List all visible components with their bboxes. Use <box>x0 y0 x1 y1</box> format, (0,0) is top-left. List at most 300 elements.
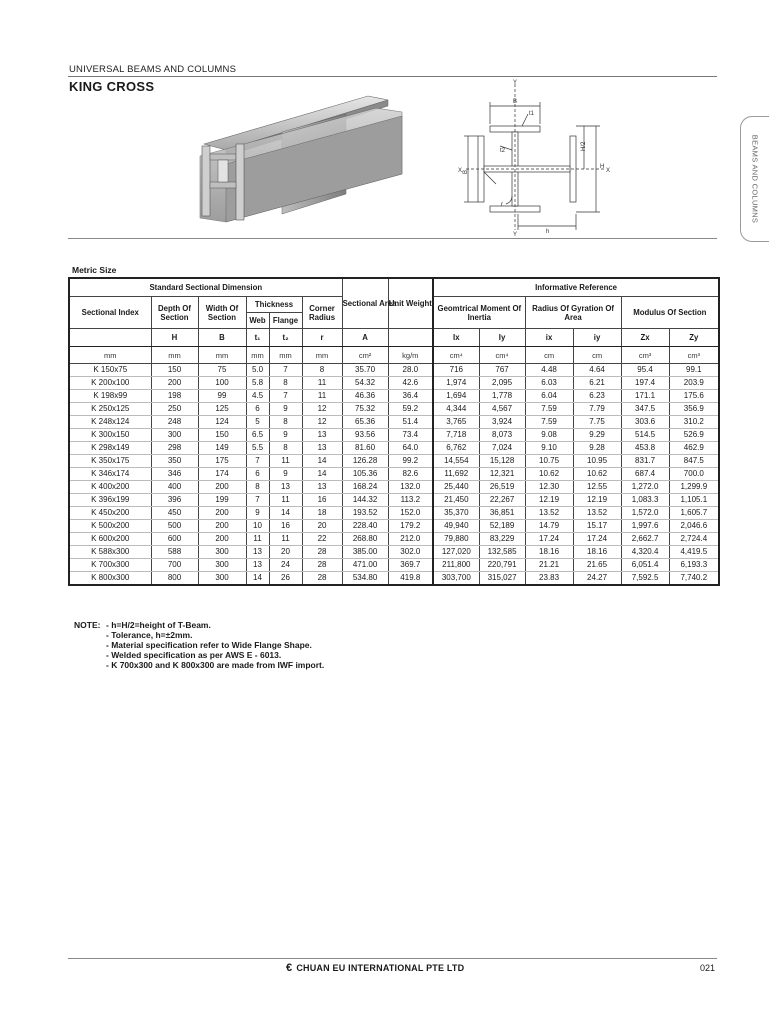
table-cell: 8 <box>302 364 342 377</box>
note-item: - Welded specification as per AWS E - 6013. <box>106 650 282 660</box>
table-cell: 300 <box>198 559 246 572</box>
table-cell: 4,419.5 <box>669 546 719 559</box>
section-index-cell: K 450x200 <box>69 507 151 520</box>
table-cell: 203.9 <box>669 377 719 390</box>
group-informative-header: Informative Reference <box>433 278 719 297</box>
unit-cell: cm <box>573 347 621 364</box>
table-cell: 1,605.7 <box>669 507 719 520</box>
table-cell: 700 <box>151 559 198 572</box>
table-cell: 13 <box>302 442 342 455</box>
table-cell: 12 <box>302 416 342 429</box>
table-cell: 2,046.6 <box>669 520 719 533</box>
table-cell: 99.1 <box>669 364 719 377</box>
table-cell: 250 <box>151 403 198 416</box>
table-cell: 9 <box>269 468 302 481</box>
cross-section-diagram <box>456 80 622 236</box>
table-cell: 175.6 <box>669 390 719 403</box>
table-cell: 248 <box>151 416 198 429</box>
table-cell: 7 <box>269 390 302 403</box>
table-row <box>69 520 719 533</box>
table-cell: 198 <box>151 390 198 403</box>
table-cell: 10.62 <box>525 468 573 481</box>
table-cell: 10.75 <box>525 455 573 468</box>
table-cell: 7.59 <box>525 403 573 416</box>
symbol-B: B <box>198 329 246 347</box>
table-cell: 8,073 <box>479 429 525 442</box>
table-cell: 12.19 <box>525 494 573 507</box>
section-index-cell: K 700x300 <box>69 559 151 572</box>
table-cell: 6,193.3 <box>669 559 719 572</box>
section-index-cell: K 588x300 <box>69 546 151 559</box>
table-cell: 79,880 <box>433 533 479 546</box>
symbol-t2: t₂ <box>269 329 302 347</box>
table-cell: 9.29 <box>573 429 621 442</box>
table-cell: 168.24 <box>342 481 388 494</box>
dim-b-top-label: B <box>513 99 518 105</box>
table-cell: 300 <box>198 546 246 559</box>
unit-cell: mm <box>151 347 198 364</box>
table-cell: 13.52 <box>525 507 573 520</box>
table-cell: 315,027 <box>479 572 525 586</box>
table-cell: 73.4 <box>388 429 433 442</box>
table-cell: 200 <box>198 520 246 533</box>
table-cell: 16 <box>269 520 302 533</box>
table-cell: 59.2 <box>388 403 433 416</box>
table-cell: 22 <box>302 533 342 546</box>
table-cell: 15,128 <box>479 455 525 468</box>
x-axis-right-label: X <box>606 168 611 174</box>
table-row <box>69 559 719 572</box>
table-cell: 6,762 <box>433 442 479 455</box>
series-title: UNIVERSAL BEAMS AND COLUMNS <box>69 64 237 75</box>
symbol-A: A <box>342 329 388 347</box>
table-cell: 6 <box>246 468 269 481</box>
header-width: Width Of Section <box>198 297 246 329</box>
table-cell: 1,694 <box>433 390 479 403</box>
table-cell: 28 <box>302 559 342 572</box>
table-cell: 10.95 <box>573 455 621 468</box>
table-cell: 5.8 <box>246 377 269 390</box>
symbol-index-blank <box>69 329 151 347</box>
table-cell: 35.70 <box>342 364 388 377</box>
dim-h-half-label: H/2 <box>581 141 587 151</box>
table-cell: 2,095 <box>479 377 525 390</box>
table-cell: 5.5 <box>246 442 269 455</box>
table-cell: 199 <box>198 494 246 507</box>
table-cell: 20 <box>302 520 342 533</box>
table-cell: 8 <box>246 481 269 494</box>
table-cell: 514.5 <box>621 429 669 442</box>
symbol-r: r <box>302 329 342 347</box>
table-cell: 14 <box>246 572 269 586</box>
header-inertia: Geomtrical Moment Of Inertia <box>433 297 525 329</box>
table-cell: 11 <box>269 494 302 507</box>
table-cell: 11,692 <box>433 468 479 481</box>
table-cell: 13 <box>302 481 342 494</box>
table-cell: 200 <box>198 481 246 494</box>
table-cell: 150 <box>151 364 198 377</box>
table-row <box>69 572 719 586</box>
header-area: Sectional Area <box>342 278 388 329</box>
table-cell: 9 <box>269 429 302 442</box>
table-row <box>69 377 719 390</box>
dim-h-label: H <box>600 164 605 170</box>
table-cell: 179.2 <box>388 520 433 533</box>
table-row <box>69 494 719 507</box>
table-cell: 7,024 <box>479 442 525 455</box>
table-cell: 11 <box>269 455 302 468</box>
table-cell: 21.65 <box>573 559 621 572</box>
section-divider <box>68 238 717 239</box>
table-cell: 26,519 <box>479 481 525 494</box>
unit-cell: mm <box>246 347 269 364</box>
table-cell: 212.0 <box>388 533 433 546</box>
table-cell: 51.4 <box>388 416 433 429</box>
table-cell: 150 <box>198 429 246 442</box>
table-cell: 200 <box>151 377 198 390</box>
section-index-cell: K 198x99 <box>69 390 151 403</box>
table-cell: 13 <box>246 559 269 572</box>
table-cell: 23.83 <box>525 572 573 586</box>
table-cell: 847.5 <box>669 455 719 468</box>
header-thickness: Thickness <box>246 297 302 313</box>
table-cell: 65.36 <box>342 416 388 429</box>
table-cell: 9.28 <box>573 442 621 455</box>
table-cell: 18.16 <box>573 546 621 559</box>
table-cell: 6.04 <box>525 390 573 403</box>
x-axis-left-label: X <box>458 168 463 174</box>
table-cell: 93.56 <box>342 429 388 442</box>
table-cell: 36,851 <box>479 507 525 520</box>
table-cell: 4.64 <box>573 364 621 377</box>
notes-list <box>106 620 506 670</box>
table-cell: 2,724.4 <box>669 533 719 546</box>
table-cell: 21.21 <box>525 559 573 572</box>
table-cell: 13.52 <box>573 507 621 520</box>
section-index-cell: K 396x199 <box>69 494 151 507</box>
table-cell: 75.32 <box>342 403 388 416</box>
table-cell: 11 <box>302 390 342 403</box>
table-cell: 220,791 <box>479 559 525 572</box>
table-cell: 4,320.4 <box>621 546 669 559</box>
table-cell: 687.4 <box>621 468 669 481</box>
note-item: - Material specification refer to Wide Flange Shape. <box>106 640 312 650</box>
table-row <box>69 533 719 546</box>
table-cell: 20 <box>269 546 302 559</box>
unit-cell: mm <box>198 347 246 364</box>
table-cell: 211,800 <box>433 559 479 572</box>
table-cell: 1,974 <box>433 377 479 390</box>
header-modulus: Modulus Of Section <box>621 297 719 329</box>
table-cell: 132,585 <box>479 546 525 559</box>
symbol-iy: iy <box>573 329 621 347</box>
table-cell: 7,592.5 <box>621 572 669 586</box>
table-cell: 6.5 <box>246 429 269 442</box>
table-cell: 346 <box>151 468 198 481</box>
table-cell: 16 <box>302 494 342 507</box>
table-cell: 8 <box>269 416 302 429</box>
table-cell: 28 <box>302 546 342 559</box>
symbol-Iy: Iy <box>479 329 525 347</box>
table-cell: 526.9 <box>669 429 719 442</box>
table-cell: 347.5 <box>621 403 669 416</box>
section-index-cell: K 346x174 <box>69 468 151 481</box>
table-cell: 8 <box>269 442 302 455</box>
header-depth: Depth Of Section <box>151 297 198 329</box>
header-index: Sectional Index <box>69 297 151 329</box>
table-cell: 149 <box>198 442 246 455</box>
table-cell: 471.00 <box>342 559 388 572</box>
header-flange: Flange <box>269 313 302 329</box>
page-title: KING CROSS <box>69 79 155 94</box>
table-cell: 6,051.4 <box>621 559 669 572</box>
king-cross-beam-illustration <box>196 94 408 224</box>
table-cell: 10.62 <box>573 468 621 481</box>
table-cell: 500 <box>151 520 198 533</box>
table-cell: 1,299.9 <box>669 481 719 494</box>
table-cell: 2,662.7 <box>621 533 669 546</box>
table-cell: 6.03 <box>525 377 573 390</box>
table-cell: 17.24 <box>573 533 621 546</box>
table-cell: 303,700 <box>433 572 479 586</box>
table-row <box>69 507 719 520</box>
unit-cell: cm³ <box>621 347 669 364</box>
table-cell: 21,450 <box>433 494 479 507</box>
table-cell: 28 <box>302 572 342 586</box>
table-cell: 350 <box>151 455 198 468</box>
table-cell: 9 <box>269 403 302 416</box>
table-cell: 450 <box>151 507 198 520</box>
table-row <box>69 455 719 468</box>
table-cell: 453.8 <box>621 442 669 455</box>
metric-size-label: Metric Size <box>72 265 117 275</box>
table-cell: 175 <box>198 455 246 468</box>
table-cell: 10 <box>246 520 269 533</box>
table-cell: 6.21 <box>573 377 621 390</box>
table-cell: 14 <box>302 455 342 468</box>
table-cell: 1,997.6 <box>621 520 669 533</box>
table-cell: 12.30 <box>525 481 573 494</box>
table-row <box>69 364 719 377</box>
section-index-cell: K 500x200 <box>69 520 151 533</box>
table-cell: 9 <box>246 507 269 520</box>
symbol-Ix: Ix <box>433 329 479 347</box>
page-number: 021 <box>700 963 716 973</box>
table-cell: 197.4 <box>621 377 669 390</box>
note-item: - Tolerance, h=±2mm. <box>106 630 193 640</box>
table-cell: 588 <box>151 546 198 559</box>
table-cell: 7,718 <box>433 429 479 442</box>
table-cell: 24 <box>269 559 302 572</box>
table-cell: 15.17 <box>573 520 621 533</box>
section-index-cell: K 150x75 <box>69 364 151 377</box>
table-cell: 396 <box>151 494 198 507</box>
table-cell: 25,440 <box>433 481 479 494</box>
table-cell: 9.10 <box>525 442 573 455</box>
table-cell: 13 <box>302 429 342 442</box>
table-cell: 82.6 <box>388 468 433 481</box>
table-cell: 3,765 <box>433 416 479 429</box>
table-cell: 303.6 <box>621 416 669 429</box>
table-row <box>69 442 719 455</box>
table-cell: 18.16 <box>525 546 573 559</box>
table-cell: 6 <box>246 403 269 416</box>
table-cell: 81.60 <box>342 442 388 455</box>
table-cell: 4.48 <box>525 364 573 377</box>
symbol-t1: t₁ <box>246 329 269 347</box>
table-cell: 28.0 <box>388 364 433 377</box>
table-cell: 7 <box>246 455 269 468</box>
section-index-cell: K 800x300 <box>69 572 151 586</box>
table-cell: 174 <box>198 468 246 481</box>
table-cell: 64.0 <box>388 442 433 455</box>
symbol-Zx: Zx <box>621 329 669 347</box>
table-cell: 6.23 <box>573 390 621 403</box>
dim-h-bottom-label: h <box>546 229 550 235</box>
unit-cell: cm² <box>342 347 388 364</box>
side-tab-label: BEAMS AND COLUMNS <box>750 134 760 224</box>
table-cell: 600 <box>151 533 198 546</box>
table-cell: 12.19 <box>573 494 621 507</box>
table-cell: 831.7 <box>621 455 669 468</box>
table-cell: 171.1 <box>621 390 669 403</box>
table-cell: 7 <box>269 364 302 377</box>
table-cell: 7,740.2 <box>669 572 719 586</box>
section-index-cell: K 248x124 <box>69 416 151 429</box>
table-cell: 4,567 <box>479 403 525 416</box>
table-cell: 132.0 <box>388 481 433 494</box>
note-item: - h=H/2=height of T-Beam. <box>106 620 211 630</box>
table-cell: 13 <box>269 481 302 494</box>
unit-cell: mm <box>302 347 342 364</box>
header-gyration: Radius Of Gyration Of Area <box>525 297 621 329</box>
dim-r-label: r <box>501 202 503 208</box>
table-cell: 310.2 <box>669 416 719 429</box>
table-cell: 1,778 <box>479 390 525 403</box>
table-cell: 144.32 <box>342 494 388 507</box>
section-index-cell: K 600x200 <box>69 533 151 546</box>
table-cell: 35,370 <box>433 507 479 520</box>
table-cell: 200 <box>198 507 246 520</box>
table-row <box>69 390 719 403</box>
table-cell: 356.9 <box>669 403 719 416</box>
table-cell: 42.6 <box>388 377 433 390</box>
table-cell: 302.0 <box>388 546 433 559</box>
footer-company-name: CHUAN EU INTERNATIONAL PTE LTD <box>296 963 465 973</box>
table-cell: 18 <box>302 507 342 520</box>
table-cell: 193.52 <box>342 507 388 520</box>
table-cell: 7.75 <box>573 416 621 429</box>
table-cell: 9.08 <box>525 429 573 442</box>
table-cell: 298 <box>151 442 198 455</box>
table-cell: 95.4 <box>621 364 669 377</box>
header-divider <box>68 76 717 77</box>
unit-cell: kg/m <box>388 347 433 364</box>
table-cell: 5.0 <box>246 364 269 377</box>
header-web: Web <box>246 313 269 329</box>
table-cell: 12,321 <box>479 468 525 481</box>
section-index-cell: K 298x149 <box>69 442 151 455</box>
table-cell: 7.79 <box>573 403 621 416</box>
table-cell: 400 <box>151 481 198 494</box>
table-cell: 152.0 <box>388 507 433 520</box>
table-cell: 14 <box>302 468 342 481</box>
table-row <box>69 468 719 481</box>
table-cell: 800 <box>151 572 198 586</box>
table-cell: 369.7 <box>388 559 433 572</box>
table-cell: 3,924 <box>479 416 525 429</box>
section-index-cell: K 350x175 <box>69 455 151 468</box>
table-cell: 13 <box>246 546 269 559</box>
table-cell: 462.9 <box>669 442 719 455</box>
table-cell: 7 <box>246 494 269 507</box>
table-cell: 125 <box>198 403 246 416</box>
table-cell: 11 <box>302 377 342 390</box>
notes-label: NOTE: <box>74 620 101 630</box>
table-cell: 228.40 <box>342 520 388 533</box>
table-cell: 54.32 <box>342 377 388 390</box>
header-corner: Corner Radius <box>302 297 342 329</box>
table-cell: 12 <box>302 403 342 416</box>
table-cell: 7.59 <box>525 416 573 429</box>
table-cell: 14,554 <box>433 455 479 468</box>
table-cell: 14 <box>269 507 302 520</box>
table-cell: 75 <box>198 364 246 377</box>
unit-cell: mm <box>69 347 151 364</box>
unit-cell: cm⁴ <box>479 347 525 364</box>
section-index-cell: K 250x125 <box>69 403 151 416</box>
table-cell: 200 <box>198 533 246 546</box>
note-item: - K 700x300 and K 800x300 are made from IWF import. <box>106 660 325 670</box>
table-cell: 4.5 <box>246 390 269 403</box>
unit-cell: mm <box>269 347 302 364</box>
table-cell: 126.28 <box>342 455 388 468</box>
unit-cell: cm <box>525 347 573 364</box>
table-cell: 1,272.0 <box>621 481 669 494</box>
header-weight: Unit Weight <box>388 278 433 329</box>
table-cell: 26 <box>269 572 302 586</box>
table-cell: 700.0 <box>669 468 719 481</box>
side-tab[interactable] <box>740 116 769 242</box>
table-cell: 1,105.1 <box>669 494 719 507</box>
table-cell: 12.55 <box>573 481 621 494</box>
table-cell: 716 <box>433 364 479 377</box>
unit-cell: cm³ <box>669 347 719 364</box>
table-cell: 105.36 <box>342 468 388 481</box>
table-cell: 419.8 <box>388 572 433 586</box>
company-logo-icon: € <box>286 962 293 974</box>
dim-b-side-label: B <box>463 169 469 174</box>
table-cell: 300 <box>151 429 198 442</box>
table-row <box>69 416 719 429</box>
unit-cell: cm⁴ <box>433 347 479 364</box>
table-cell: 14.79 <box>525 520 573 533</box>
symbol-Zy: Zy <box>669 329 719 347</box>
symbol-weight-blank <box>388 329 433 347</box>
table-cell: 1,572.0 <box>621 507 669 520</box>
symbol-H: H <box>151 329 198 347</box>
section-index-cell: K 300x150 <box>69 429 151 442</box>
group-standard-header: Standard Sectional Dimension <box>69 278 342 297</box>
table-cell: 300 <box>198 572 246 586</box>
table-cell: 83,229 <box>479 533 525 546</box>
dim-t2-label: t2 <box>500 148 506 154</box>
table-cell: 24.27 <box>573 572 621 586</box>
table-cell: 52,189 <box>479 520 525 533</box>
symbol-ix: ix <box>525 329 573 347</box>
table-cell: 49,940 <box>433 520 479 533</box>
footer-company <box>286 962 464 974</box>
